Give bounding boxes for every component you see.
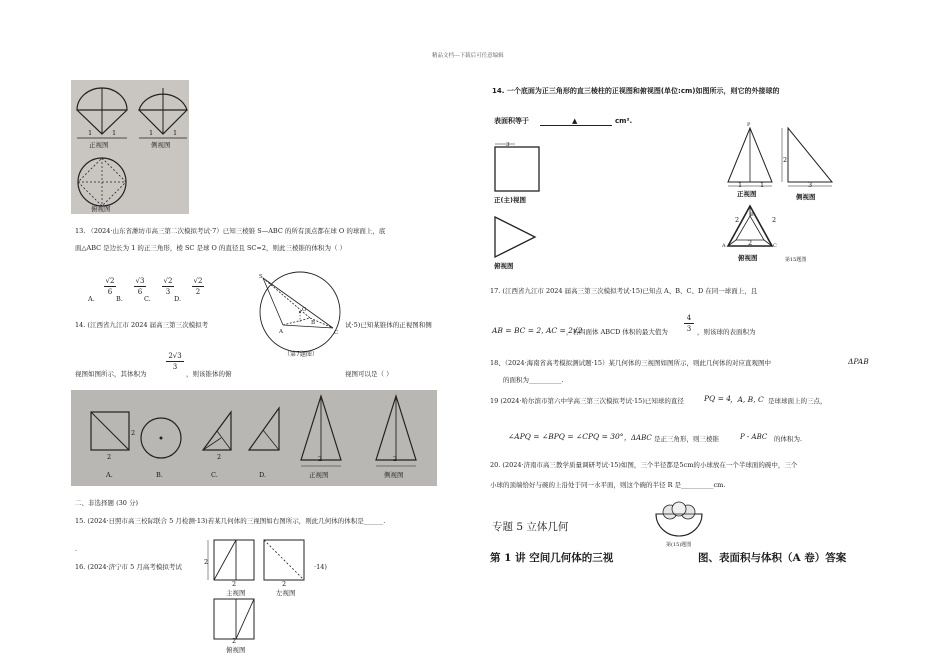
fig15-label-side: 侧视图 <box>796 193 816 201</box>
q14-dim-3: 2 <box>217 453 222 461</box>
fig15-point-c: C <box>773 243 777 249</box>
q14-text-b: 试·5)已知某锥体的正视图和侧 <box>345 321 432 329</box>
q14-opt-b: B. <box>156 471 163 479</box>
q19-pq: PQ = 4 <box>704 394 732 403</box>
fig15-dim-6: 2 <box>772 216 777 224</box>
bowl-figure <box>654 500 704 540</box>
sphere-figure <box>255 270 345 360</box>
fig15-dim-5: 2 <box>735 216 740 224</box>
q16-dot: . <box>75 545 78 553</box>
q14-dim-2: 2 <box>131 429 136 437</box>
q13-option-letter: D. <box>174 295 182 303</box>
q16-label-left: 左视图 <box>276 589 296 597</box>
q14-dim-5: 2 <box>393 455 398 463</box>
lesson-heading-b: 图、表面积与体积（A 卷）答案 <box>698 552 847 564</box>
q16-dim-2: 2 <box>232 580 237 588</box>
q16-label-front: 主视图 <box>226 589 246 597</box>
q17-text-2b: ，若四面体 ABCD 体积的最大值为 <box>566 328 668 336</box>
label-side-view: 侧视图 <box>151 141 171 149</box>
q16-dim-1: 2 <box>204 558 209 566</box>
q14-fraction <box>166 352 184 371</box>
dim-1c: 1 <box>149 129 154 137</box>
dim-1a: 1 <box>88 129 93 137</box>
dim-1b: 1 <box>112 129 117 137</box>
q14-text-a: 14. (江西省九江市 2024 届高三第三次模拟考 <box>75 321 209 329</box>
frac-num: √2 <box>163 277 173 285</box>
q19-text-2c: 是正三角形，则三棱锥 <box>654 435 719 443</box>
bowl-caption: 第(15)题图 <box>666 542 692 548</box>
q14-dim-1: 2 <box>107 453 112 461</box>
q16-dim-3: 2 <box>282 580 287 588</box>
q16-dim-4: 2 <box>232 637 237 645</box>
q13-option-letter: B. <box>116 295 123 303</box>
frac-bar <box>104 286 116 287</box>
q19-abc2: ，ΔABC <box>624 434 652 442</box>
frac-den: 6 <box>137 288 143 296</box>
q16-tail: ·14) <box>314 563 327 571</box>
q13-option-letter: A. <box>88 295 95 303</box>
q14-label-front: 正视图 <box>309 471 329 479</box>
frac-bar <box>166 361 184 362</box>
q16-text: 16. (2024·济宁市 5 月高考模拟考试 <box>75 563 182 571</box>
q14-opt-d: D. <box>259 471 267 479</box>
q17-frac-den: 3 <box>686 325 692 333</box>
fig15-dim-3: 1 <box>760 181 765 189</box>
fig15-label-front: 正视图 <box>737 190 757 198</box>
q19-text: 19 (2024·哈尔滨市第六中学高三第三次模拟考试·15)已知球的直径 <box>490 397 684 405</box>
frac-num: √2 <box>193 277 203 285</box>
q17-text: 17. (江西省九江市 2024 届高三第三次模拟考试·15)已知点 A、B、C、D 在同一球面上，且 <box>490 287 758 295</box>
fig15-point-b: B <box>750 212 754 218</box>
q14r-label-top: 俯视图 <box>494 262 514 270</box>
lesson-heading-a: 第 1 讲 空间几何体的三视 <box>490 552 614 564</box>
fig15-point-a: A <box>722 243 726 249</box>
fig15-dim-4: 3 <box>808 181 813 189</box>
sphere-caption: （第7题图） <box>284 351 318 358</box>
q18-text: 18、（2024·海南省高考模拟测试题·15）某几何体的三视图如图所示，则此几何体的对应直观图中 <box>490 359 771 367</box>
sphere-label-s: S <box>259 274 263 280</box>
q20-text: 20. (2024·济南市高三教学质量调研考试·15)如图，三个半径都是5cm的小球放在一个半球面的碗中，三个 <box>490 461 798 469</box>
q14r-text-2c: cm². <box>615 117 633 125</box>
fig15-label-top: 俯视图 <box>738 254 758 262</box>
q17-frac-num: 4 <box>686 314 692 322</box>
q14r-text: 14. 一个底面为正三角形的直三棱柱的正视图和俯视图(单位:cm)如图所示，则它的外接球的 <box>492 87 780 95</box>
frac-den: 2 <box>195 288 201 296</box>
q13-text-2: 面△ABC 是边长为 1 的正三角形，棱 SC 是球 O 的直径且 SC=2，则此三棱锥的体积为（ ） <box>75 244 347 252</box>
frac-bar <box>684 323 694 324</box>
q17-text-2c: ，则该球的表面积为 <box>697 328 756 336</box>
frac-bar <box>192 286 204 287</box>
fig15-point-p: P <box>747 122 751 128</box>
label-top-view: 俯视图 <box>91 205 111 213</box>
q19-text-tail: 是球球面上的三点， <box>768 397 827 405</box>
q14-text-c: 视图如图所示，其体积为 <box>75 370 147 378</box>
q13-option-letter: C. <box>144 295 151 303</box>
q14-frac-den: 3 <box>172 363 178 371</box>
label-front-view: 正视图 <box>89 141 109 149</box>
q16-label-top: 俯视图 <box>226 646 246 654</box>
q13-option-fraction <box>192 277 204 296</box>
frac-den: 6 <box>107 288 113 296</box>
q19-abc: ，A, B, C <box>730 395 764 404</box>
q14-options-photo <box>71 390 437 486</box>
fig15-dim-7: 2 <box>748 239 753 247</box>
q14-text-e: 视图可以是（ ） <box>345 370 393 378</box>
fig15-dim-1: 2 <box>783 156 788 164</box>
q15-text: 15. (2024·日照市高三校际联合 5 月检测·13)若某几何体的三视图如右图所示，则此几何体的体积是______. <box>75 517 386 525</box>
frac-bar <box>134 286 146 287</box>
q14-dim-4: 2 <box>318 455 323 463</box>
frac-num: √3 <box>135 277 145 285</box>
q13-text: 13. （2024·山东省潍坊市高三第二次模拟考试·7）已知三棱锥 S—ABC 的所有顶点都在球 O 的球面上，底 <box>75 227 386 235</box>
q14r-text-2a: 表面积等于 <box>494 117 529 125</box>
q14-frac-num: 2√3 <box>168 352 182 360</box>
fig15-caption: 第15题图 <box>785 257 807 263</box>
q14-opt-c: C. <box>211 471 218 479</box>
q14-text-d: ，则该锥体的俯 <box>186 370 232 378</box>
frac-den: 3 <box>165 288 171 296</box>
page-header: 精品文档---下载后可任意编辑 <box>432 53 504 59</box>
dim-1d: 1 <box>173 129 178 137</box>
sphere-label-c: C <box>334 330 339 336</box>
q13-option-fraction <box>162 277 174 296</box>
q20-text-2: 小球的顶端恰好与碗的上沿处于同一水平面，则这个碗的半径 R 是__________cm. <box>490 481 726 489</box>
section-title: 二、非选择题 (30 分) <box>75 499 138 507</box>
q19-text-2e: 的体积为. <box>774 435 803 443</box>
three-views-photo <box>71 80 189 214</box>
q18-text-2: 的面积为__________. <box>503 376 564 384</box>
q17-fraction <box>684 314 694 333</box>
q13-option-fraction <box>104 277 116 296</box>
q19-pabc: P - ABC <box>740 433 768 441</box>
frac-num: √2 <box>105 277 115 285</box>
q14r-dim: 3 <box>506 142 510 148</box>
sphere-label-b: B <box>311 320 316 326</box>
frac-bar <box>162 286 174 287</box>
q19-angles: ∠APQ = ∠BPQ = ∠CPQ = 30° <box>508 432 624 441</box>
q14-opt-a: A. <box>106 471 113 479</box>
q14r-label-front: 正(主)视图 <box>494 196 526 204</box>
sphere-label-a: A <box>279 329 283 335</box>
sphere-label-o: O <box>302 307 307 313</box>
topic-heading: 专题 5 立体几何 <box>492 521 569 533</box>
q14r-blank-marker: ▲ <box>572 117 578 125</box>
q14-options-drawing <box>71 390 437 486</box>
fig15-dim-2: 1 <box>738 181 743 189</box>
q17-eq: AB = BC = 2, AC = 2√2 <box>492 326 583 335</box>
q14-label-side: 侧视图 <box>384 471 404 479</box>
q16-three-views <box>206 537 316 657</box>
q18-tri: ΔPAB <box>848 357 869 366</box>
